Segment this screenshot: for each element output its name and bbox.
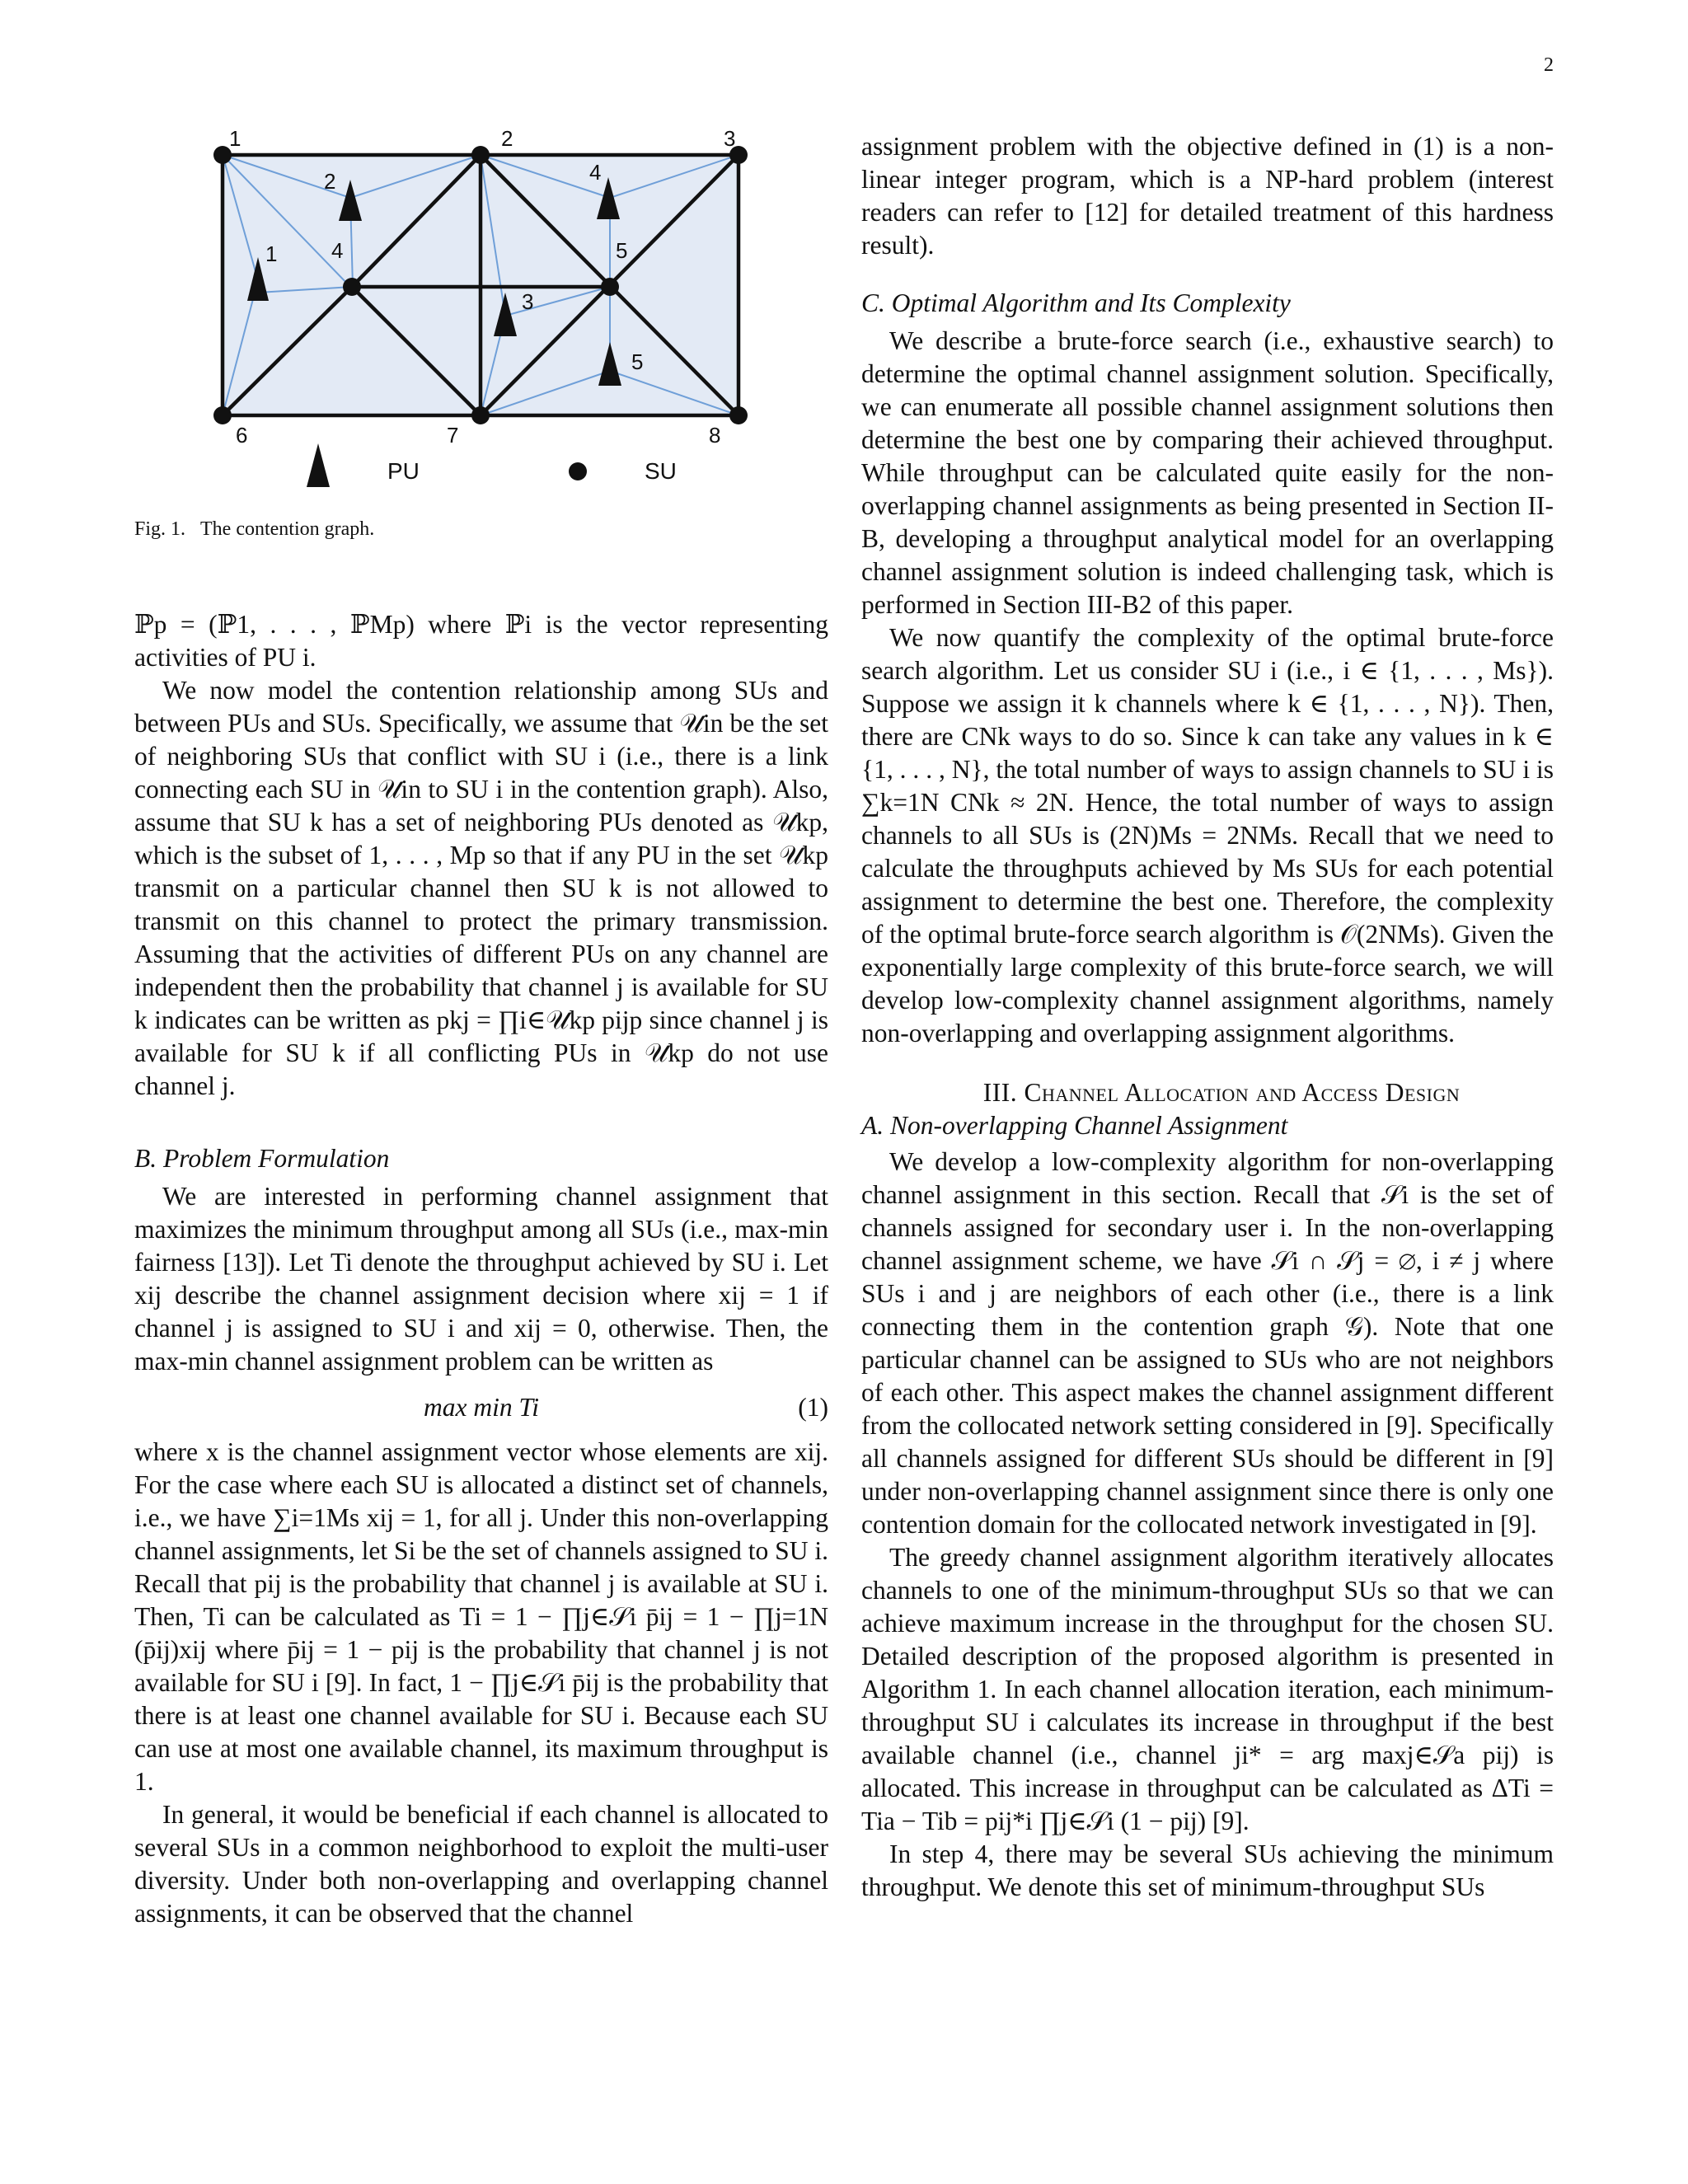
paragraph: We now model the contention relationship among SUs and between PUs and SUs. Specifically, we assume that 𝒰in be the set of neighboring SUs that conflict with SU i (i.e., there is a link connecting each SU in 𝒰in to SU i in the contention graph). Also, assume that SU k has a set of neighboring PUs denoted as 𝒰kp, which is the subset of 1, . . . , Mp so that if any PU in the set 𝒰kp transmit on a particular channel then SU k is not allowed to transmit on this channel to protect the primary transmission. Assuming that the activities of different PUs on any channel are independent then the probability that channel j is available for SU k indicates can be written as pkj = ∏i∈𝒰kp pijp since channel j is available for SU k if all conflicting PUs in 𝒰kp do not use channel j. <box>134 676 828 1100</box>
su-node <box>471 406 490 424</box>
su-label: 2 <box>501 126 513 151</box>
su-label: 7 <box>447 423 459 448</box>
paragraph: We are interested in performing channel assignment that maximizes the minimum throughput among all SUs (i.e., max-min fairness [13]). Let Ti denote the throughput achieved by SU i. Let xij describe the channel assignment decision where xij = 1 if channel j is assigned to SU i and xij = 0, otherwise. Then, the max-min channel assignment problem can be written as <box>134 1182 828 1376</box>
paragraph: The greedy channel assignment algorithm iteratively allocates channels to one of the minimum-throughput SUs so that we can achieve maximum increase in the throughput for the chosen SU. Detailed description of the proposed algorithm is presented in Algorithm 1. In each channel allocation iteration, each minimum-throughput SU i calculates its increase in throughput if the best available channel (i.e., channel ji* = arg maxj∈𝒮a pij) is allocated. This increase in throughput can be calculated as ΔTi = Tia − Tib = pij*i ∏j∈𝒮i (1 − pij) [9]. <box>861 1543 1554 1835</box>
paragraph: In step 4, there may be several SUs achieving the minimum throughput. We denote this set of minimum-throughput SUs <box>861 1840 1554 1901</box>
paragraph: ℙp = (ℙ1, . . . , ℙMp) where ℙi is the vector representing activities of PU i. <box>134 610 828 672</box>
su-node <box>729 406 748 424</box>
pu-label: 3 <box>522 289 534 314</box>
su-label: 1 <box>229 126 241 151</box>
su-label: 3 <box>724 126 736 151</box>
figure-caption <box>134 518 374 541</box>
pu-label: 5 <box>631 349 644 374</box>
legend-su-label: SU <box>645 458 677 484</box>
paragraph: We develop a low-complexity algorithm for non-overlapping channel assignment in this section. Recall that 𝒮i is the set of channels assigned for secondary user i. In the non-overlapping channel assignment scheme, we have 𝒮i ∩ 𝒮j = ∅, i ≠ j where SUs i and j are neighbors of each other (i.e., there is a link connecting them in the contention graph 𝒢). Note that one particular channel can be assigned to SUs who are not neighbors of each other. This aspect makes the channel assignment different from the collocated network setting considered in [9]. Specifically all channels assigned for different SUs should be different in [9] under non-overlapping channel assignment since there is only one contention domain for the collocated network investigated in [9]. <box>861 1147 1554 1539</box>
section-heading: III. Channel Allocation and Access Design <box>982 1078 1461 1107</box>
legend-pu-label: PU <box>387 458 420 484</box>
su-label: 8 <box>709 423 721 448</box>
paragraph: where x is the channel assignment vector whose elements are xij. For the case where each SU is allocated a distinct set of channels, i.e., we have ∑i=1Ms xij = 1, for all j. Under this non-overlapping channel assignments, let Si be the set of channels assigned to SU i. Recall that pij is the probability that channel j is available at SU i. Then, Ti can be calculated as Ti = 1 − ∏j∈𝒮i p̄ij = 1 − ∏j=1N (p̄ij)xij where p̄ij = 1 − pij is the probability that channel j is not available for SU i [9]. In fact, 1 − ∏j∈𝒮i p̄ij is the probability that there is at least one channel available for SU i. Because each SU can use at most one available channel, its maximum throughput is 1. <box>134 1437 828 1796</box>
equation-1 <box>134 1391 828 1424</box>
paragraph: We describe a brute-force search (i.e., exhaustive search) to determine the optimal channel assignment solution. Specifically, we can enumerate all possible channel assignment solutions then determine the best one by comparing their achieved throughput. While throughput can be calculated quite easily for the non-overlapping channel assignments as being presented in Section II-B, developing a throughput analytical model for an overlapping channel assignment solution is indeed challenging task, which is performed in Section III-B2 of this paper. <box>861 326 1554 619</box>
su-label: 5 <box>616 238 628 263</box>
legend-pu-icon <box>307 443 330 487</box>
left-column <box>134 608 828 1930</box>
pu-label: 4 <box>589 160 602 185</box>
right-column <box>861 130 1554 1904</box>
page-number: 2 <box>1544 54 1554 76</box>
subsection-heading: C. Optimal Algorithm and Its Complexity <box>861 288 1291 317</box>
legend-su-icon <box>569 462 587 480</box>
caption-label: Fig. 1. <box>134 518 186 540</box>
pu-label: 2 <box>324 169 336 194</box>
equation-body: max min Ti <box>423 1393 539 1422</box>
su-node <box>213 406 232 424</box>
paragraph: assignment problem with the objective defined in (1) is a non-linear integer program, which is a NP-hard problem (interest readers can refer to [12] for detailed treatment of this hardness result). <box>861 132 1554 260</box>
pu-label: 1 <box>265 241 278 266</box>
subsection-heading: A. Non-overlapping Channel Assignment <box>861 1111 1288 1140</box>
equation-number: (1) <box>798 1393 828 1422</box>
paragraph: In general, it would be beneficial if each channel is allocated to several SUs in a common neighborhood to exploit the multi-user diversity. Under both non-overlapping and overlapping channel assignments, it can be observed that the channel <box>134 1800 828 1928</box>
subsection-heading: B. Problem Formulation <box>134 1144 390 1173</box>
contention-graph-figure <box>206 124 767 494</box>
su-node <box>343 278 361 296</box>
su-label: 6 <box>236 423 248 448</box>
paragraph: We now quantify the complexity of the optimal brute-force search algorithm. Let us consider SU i (i.e., i ∈ {1, . . . , Ms}). Suppose we assign it k channels where k ∈ {1, . . . , N}). Then, there are CNk ways to do so. Since k can take any values in k ∈ {1, . . . , N}, the total number of ways to assign channels to SU i is ∑k=1N CNk ≈ 2N. Hence, the total number of ways to assign channels to all SUs is (2N)Ms = 2NMs. Recall that we need to calculate the throughputs achieved by Ms SUs for each potential assignment to determine the best one. Therefore, the complexity of the optimal brute-force search algorithm is 𝒪(2NMs). Given the exponentially large complexity of this brute-force search, we will develop low-complexity channel assignment algorithms, namely non-overlapping and overlapping assignment algorithms. <box>861 623 1554 1047</box>
su-node <box>601 278 619 296</box>
su-label: 4 <box>331 238 344 263</box>
caption-text: The contention graph. <box>200 518 375 540</box>
su-node <box>471 146 490 164</box>
